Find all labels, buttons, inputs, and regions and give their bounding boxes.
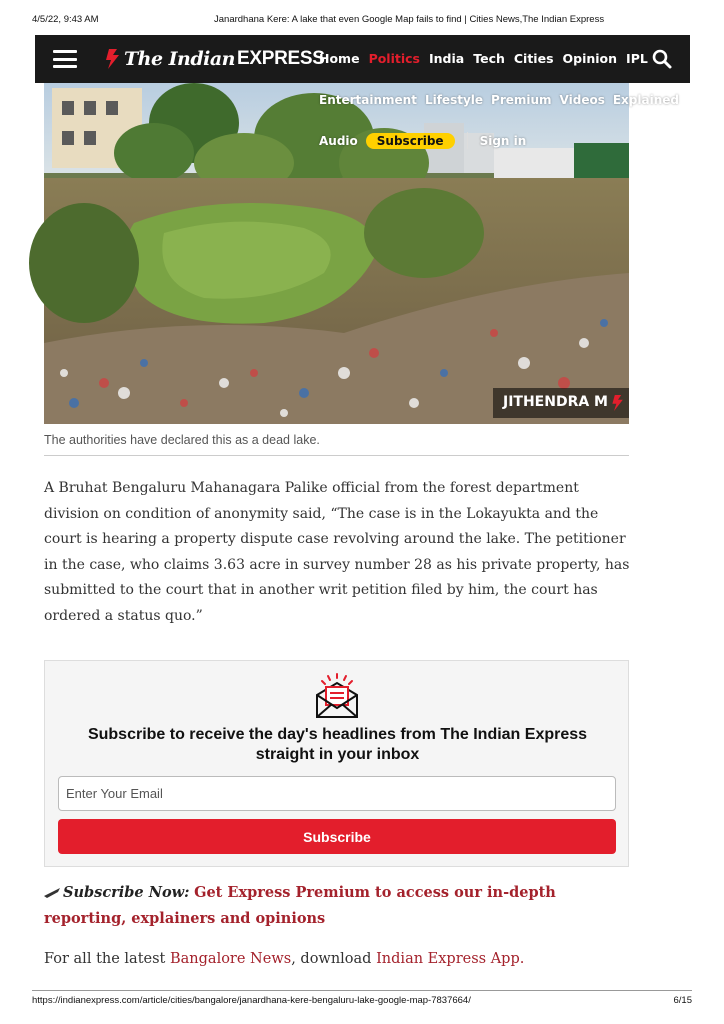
newsletter-heading-line1: Subscribe to receive the day's headlines from The Indian Express [87,726,588,743]
sign-in-link[interactable]: Sign in [479,133,527,148]
nav-item-lifestyle[interactable]: Lifestyle [424,93,484,107]
newsletter-subscribe-button[interactable]: Subscribe [58,819,616,854]
nav-item-opinion[interactable]: Opinion [562,51,618,66]
app-link[interactable]: Indian Express App. [376,951,525,967]
header-subscribe-button[interactable]: Subscribe [366,133,455,149]
page-number: 6/15 [673,995,692,1006]
photo-credit [493,388,629,418]
site-logo[interactable] [105,45,325,73]
logo-text-the-indian: The Indian [124,48,235,70]
bangalore-news-link[interactable]: Bangalore News [170,951,292,967]
newsletter-signup [44,660,629,867]
nav-item-videos[interactable]: Videos [559,93,605,107]
nav-item-india[interactable]: India [429,51,465,66]
nav-divider [467,132,468,149]
top-nav-bar [35,35,690,83]
nav-item-cities[interactable]: Cities [513,51,554,66]
pen-icon [44,888,60,898]
newsletter-envelope-icon [314,673,360,719]
nav-item-ipl[interactable]: IPL [626,51,648,66]
main-nav [319,51,648,66]
article-paragraph: A Bruhat Bengaluru Mahanagara Palike official from the forest department division on condition of anonymity said, “The case is in the Lokayukta and the court is hearing a property dispute case revolving around the lake. The petitioner in the case, who claims 3.63 acre in survey number 28 as his private property, has submitted to the court that in another writ petition filed by him, the court has ordered a status quo.” [44,480,630,624]
photo-credit-text: JITHENDRA M [502,394,608,410]
print-url: https://indianexpress.com/article/cities/bangalore/janardhana-kere-bengaluru-lake-google-map-7837664/ [32,995,471,1006]
newsletter-heading [65,725,610,765]
express-mark-icon [611,395,625,411]
nav-item-tech[interactable]: Tech [473,51,505,66]
search-icon[interactable] [652,49,672,69]
logo-text-express: EXPRESS [237,48,325,69]
nav-item-entertainment[interactable]: Entertainment [319,93,417,107]
latest-prefix: For all the latest [44,951,170,967]
print-datetime: 4/5/22, 9:43 AM [32,14,99,25]
caption-divider [44,455,629,456]
email-input[interactable] [58,776,616,811]
nav-item-audio[interactable]: Audio [319,133,358,148]
latest-news-line [44,951,524,967]
hero-image [44,83,679,424]
premium-link[interactable]: Get Express Premium to access our in-depth reporting, explainers and opinions [44,884,556,927]
account-nav [319,132,526,149]
premium-promo [44,880,634,932]
logo-mark-icon [105,49,121,69]
newsletter-heading-line2: straight in your inbox [255,746,420,763]
nav-item-politics[interactable]: Politics [368,51,420,66]
print-page-title: Janardhana Kere: A lake that even Google Map fails to find | Cities News,The Indian Express [214,14,605,25]
latest-middle: , download [291,951,377,967]
menu-icon[interactable] [53,50,77,68]
secondary-nav [319,93,679,107]
promo-label: Subscribe Now: [63,884,190,901]
nav-item-explained[interactable]: Explained [612,93,679,107]
nav-item-premium[interactable]: Premium [491,93,552,107]
image-caption: The authorities have declared this as a dead lake. [44,433,320,447]
print-header [0,14,724,28]
nav-item-home[interactable]: Home [319,51,360,66]
footer-divider [32,990,692,991]
